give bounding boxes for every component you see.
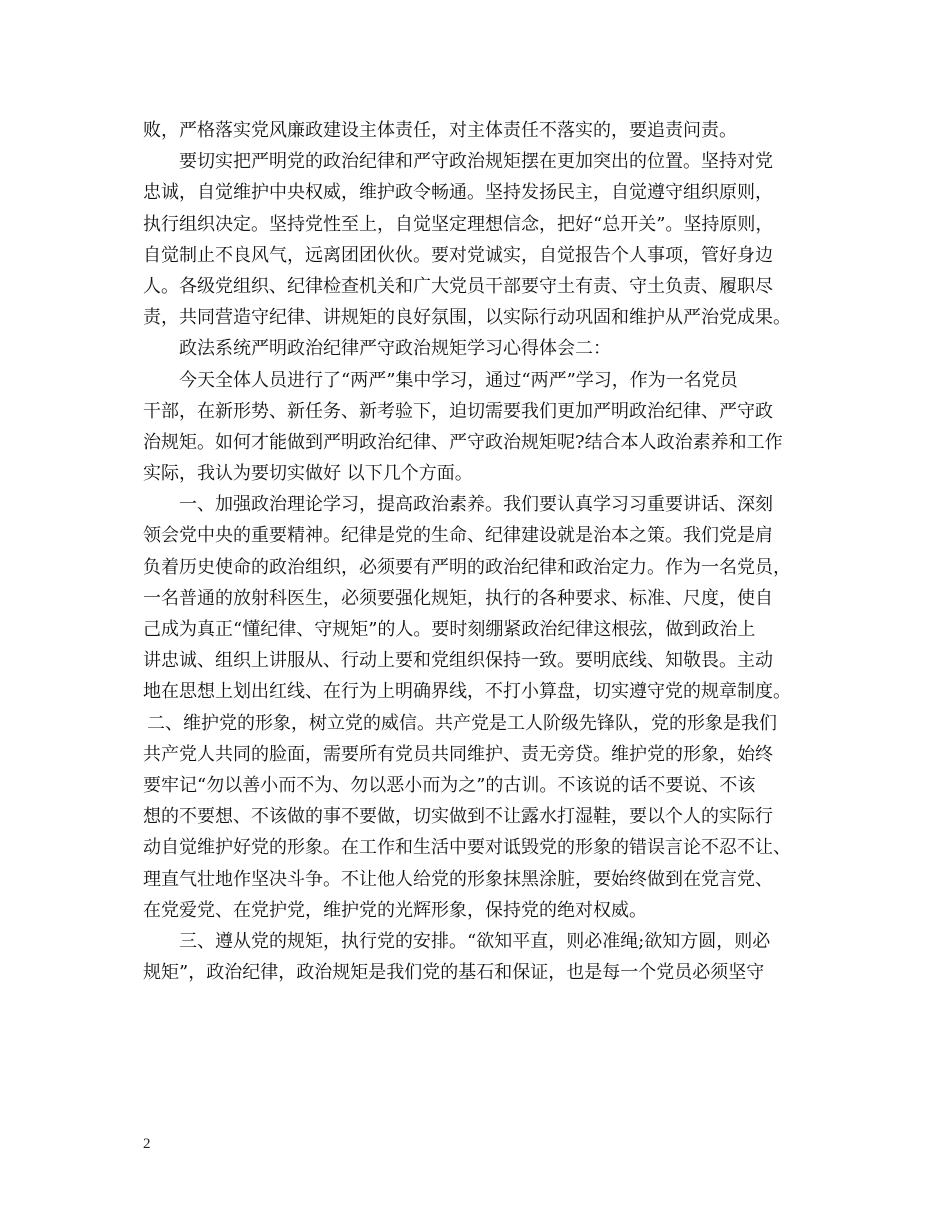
text-line: 要切实把严明党的政治纪律和严守政治规矩摆在更加突出的位置。坚持对党: [179, 151, 773, 173]
text-line: 负着历史使命的政治组织，必须要有严明的政治纪律和政治定力。作为一名党员，: [143, 556, 791, 578]
text-line: 规矩”，政治纪律，政治规矩是我们党的基石和保证，也是每一个党员必须坚守: [143, 962, 765, 984]
text-line: 败，严格落实党风廉政建设主体责任，对主体责任不落实的，要追责问责。: [143, 120, 737, 141]
text-line: 领会党中央的重要精神。纪律是党的生命、纪律建设就是治本之策。我们党是肩: [143, 525, 773, 547]
text-line: 己成为真正“懂纪律、守规矩”的人。要时刻绷紧政治纪律这根弦，做到政治上: [143, 619, 756, 640]
text-line: 人。各级党组织、纪律检查机关和广大党员干部要守土有责、守土负责、履职尽: [143, 275, 773, 297]
text-line: 在党爱党、在党护党，维护党的光辉形象，保持党的绝对权威。: [143, 899, 647, 921]
text-line: 治规矩。如何才能做到严明政治纪律、严守政治规矩呢?结合本人政治素养和工作: [143, 431, 783, 453]
text-line: 想的不要想、不该做的事不要做，切实做到不让露水打湿鞋，要以个人的实际行: [143, 806, 773, 828]
section-heading: 政法系统严明政治纪律严守政治规矩学习心得体会二：: [179, 338, 611, 360]
text-line: 自觉制止不良风气，远离团团伙伙。要对党诚实，自觉报告个人事项，管好身边: [143, 244, 773, 266]
text-line: 今天全体人员进行了“两严”集中学习，通过“两严”学习，作为一名党员: [179, 369, 738, 391]
text-line: 讲忠诚、组织上讲服从、行动上要和党组织保持一致。要明底线、知敬畏。主动: [143, 650, 773, 672]
page-number: 2: [143, 1136, 151, 1152]
text-line: 忠诚，自觉维护中央权威，维护政令畅通。坚持发扬民主，自觉遵守组织原则，: [143, 182, 773, 204]
text-line: 地在思想上划出红线、在行为上明确界线，不打小算盘，切实遵守党的规章制度。: [143, 681, 791, 703]
text-line: 一名普通的放射科医生，必须要强化规矩，执行的各种要求、标准、尺度，使自: [143, 587, 773, 609]
body-text: [143, 115, 823, 988]
text-line: 三、遵从党的规矩，执行党的安排。“欲知平直，则必准绳;欲知方圆，则必: [179, 930, 771, 952]
text-line: 动自觉维护好党的形象。在工作和生活中要对诋毁党的形象的错误言论不忍不让、: [143, 837, 791, 859]
text-line: 二、维护党的形象，树立党的威信。共产党是工人阶级先锋队，党的形象是我们: [147, 712, 777, 734]
text-line: 共产党人共同的脸面，需要所有党员共同维护、责无旁贷。维护党的形象，始终: [143, 743, 773, 765]
text-line: 实际，我认为要切实做好 以下几个方面。: [143, 463, 473, 485]
text-line: 执行组织决定。坚持党性至上，自觉坚定理想信念，把好“总开关”。坚持原则，: [143, 213, 774, 235]
text-line: 干部，在新形势、新任务、新考验下，迫切需要我们更加严明政治纪律、严守政: [143, 400, 773, 422]
text-line: 要牢记“勿以善小而不为、勿以恶小而为之”的古训。不该说的话不要说、不该: [143, 774, 756, 796]
text-line: 一、加强政治理论学习，提高政治素养。我们要认真学习习重要讲话、深刻: [179, 494, 773, 516]
text-line: 理直气壮地作坚决斗争。不让他人给党的形象抹黑涂脏，要始终做到在党言党、: [143, 868, 773, 890]
text-line: 责，共同营造守纪律、讲规矩的良好氛围，以实际行动巩固和维护从严治党成果。: [143, 307, 791, 329]
